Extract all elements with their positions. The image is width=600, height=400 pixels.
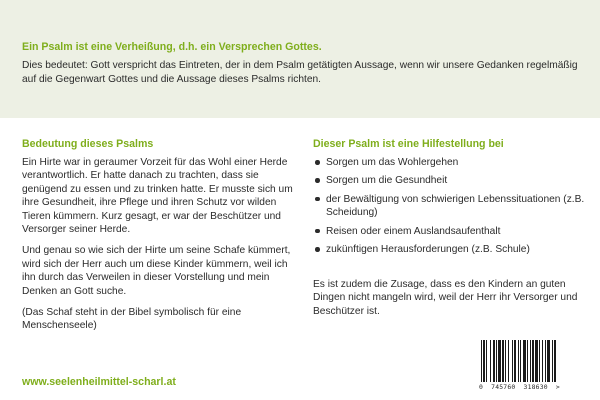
- website-link[interactable]: www.seelenheilmittel-scharl.at: [22, 376, 176, 388]
- barcode-bar: [523, 340, 526, 382]
- list-item: [313, 174, 585, 187]
- list-item-label: Sorgen um das Wohlergehen: [326, 157, 459, 168]
- barcode-bar: [542, 340, 543, 382]
- barcode-bar: [532, 340, 534, 382]
- closing-paragraph: Es ist zudem die Zusage, dass es den Kindern an guten Dingen nicht mangeln wird, weil der Herr ihr Versorger und Beschützer ist.: [313, 279, 578, 317]
- help-section: [313, 137, 585, 261]
- bullet-icon: [315, 197, 320, 202]
- barcode-bar: [483, 340, 485, 382]
- list-item-label: Sorgen um die Gesundheit: [326, 175, 448, 187]
- intro-heading: Ein Psalm ist eine Verheißung, d.h. ein Versprechen Gottes.: [22, 41, 322, 53]
- barcode-bar: [493, 340, 495, 382]
- bullet-icon: [315, 229, 320, 234]
- meaning-paragraph: Ein Hirte war in geraumer Vorzeit für das Wohl einer Herde verantwortlich. Er hatte danach zu trachten, dass sie genügend zu essen und zu trinken hatte. Er musste sich um ihre Gesundheit, ihre Pflege und ihren Schutz vor wilden Tieren kümmern. Kurz gesagt, er war der Beschützer und Versorger seiner Herde.: [22, 157, 293, 236]
- barcode-bar: [547, 340, 550, 382]
- barcode-digits: 0 745760 318630 >: [479, 383, 560, 391]
- barcode-bar: [502, 340, 504, 382]
- intro-text: Dies bedeutet: Gott verspricht das Eintreten, der in dem Psalm getätigten Aussage, wenn wir unsere Gedanken regelmäßig auf die Gegenwart Gottes und die Aussage dieses Psalms richten.: [22, 60, 578, 85]
- meaning-paragraph: (Das Schaf steht in der Bibel symbolisch für eine Menschenseele): [22, 307, 242, 332]
- list-item: [313, 243, 585, 256]
- barcode-bar: [520, 340, 521, 382]
- meaning-paragraph: Und genau so wie sich der Hirte um seine Schafe kümmert, wird sich der Herr auch um diese Kinder kümmern, weil ich ihn durch das Verweilen in dieser Vorstellung und mein Denken an Gott suche.: [22, 245, 291, 297]
- barcode-bar: [496, 340, 497, 382]
- barcode-bar: [518, 340, 519, 382]
- barcode-bar: [535, 340, 538, 382]
- list-item: [313, 193, 585, 220]
- barcode-bar: [505, 340, 506, 382]
- list-item: [313, 225, 585, 238]
- barcode-bar: [552, 340, 553, 382]
- barcode-bar: [490, 340, 491, 382]
- bullet-icon: [315, 160, 320, 165]
- list-item: [313, 156, 585, 169]
- list-item-label: Reisen oder einem Auslandsaufenthalt: [326, 225, 501, 237]
- barcode-bar: [530, 340, 531, 382]
- barcode-bar: [514, 340, 516, 382]
- barcode-bar: [554, 340, 556, 382]
- meaning-heading: Bedeutung dieses Psalms: [22, 138, 154, 150]
- barcode-bar: [486, 340, 487, 382]
- barcode-bar: [481, 340, 482, 382]
- meaning-section: [22, 137, 294, 341]
- bullet-icon: [315, 178, 320, 183]
- list-item-label: der Bewältigung von schwierigen Lebenssituationen (z.B. Scheidung): [326, 193, 585, 219]
- barcode-bar: [512, 340, 513, 382]
- bullet-icon: [315, 247, 320, 252]
- barcode-bar: [508, 340, 509, 382]
- barcode-bar: [527, 340, 528, 382]
- list-item-label: zukünftigen Herausforderungen (z.B. Schule): [326, 244, 530, 256]
- help-heading: Dieser Psalm ist eine Hilfestellung bei: [313, 138, 504, 150]
- help-list: [313, 156, 585, 256]
- barcode-bar: [498, 340, 501, 382]
- barcode-bar: [545, 340, 546, 382]
- barcode-bar: [539, 340, 540, 382]
